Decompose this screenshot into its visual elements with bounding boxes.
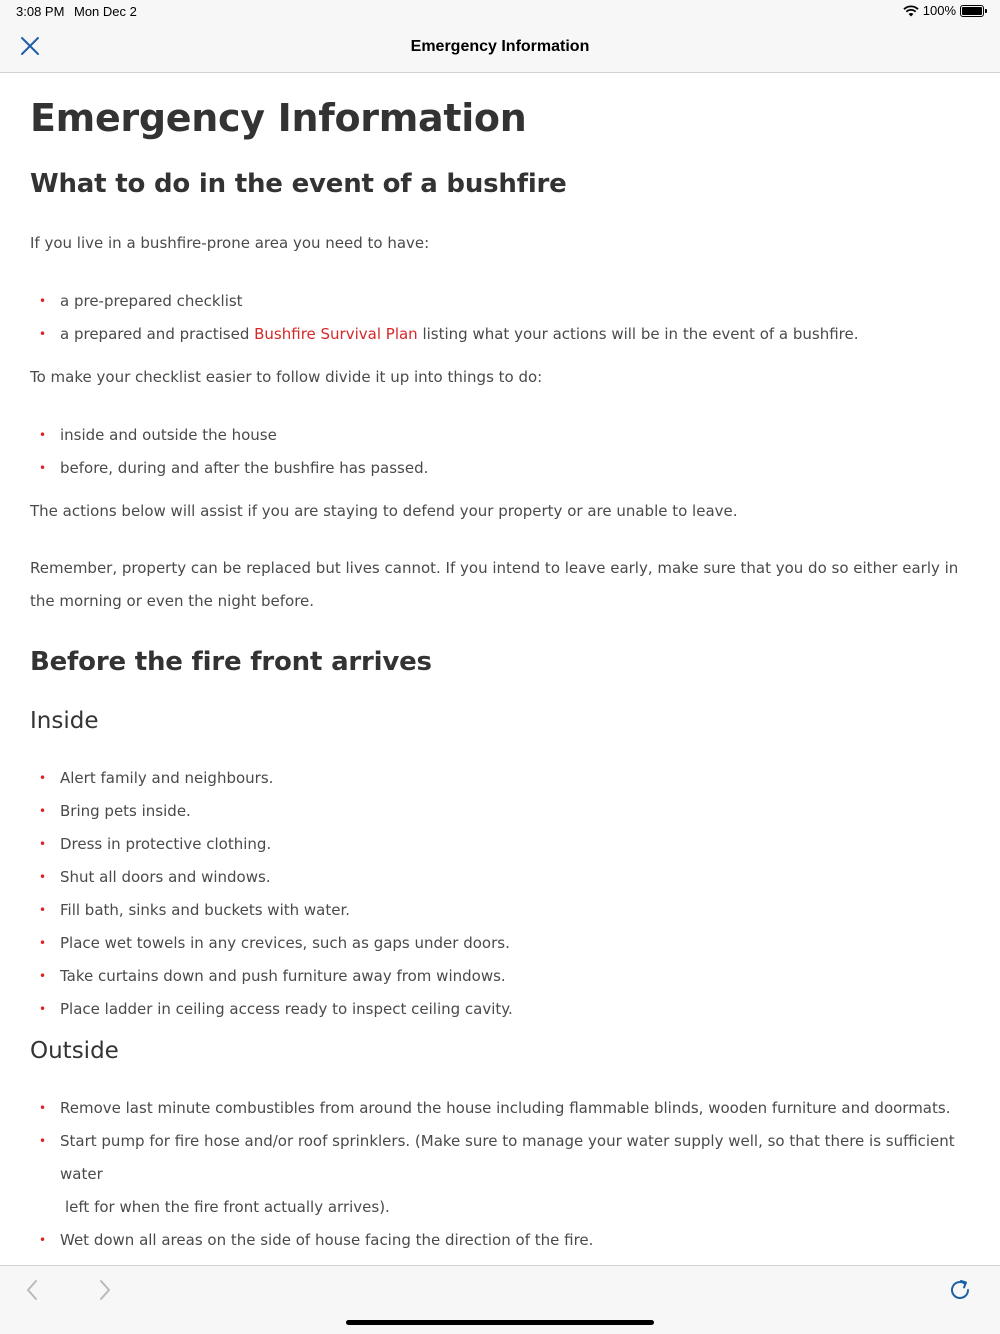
home-indicator [346, 1320, 654, 1325]
chevron-left-icon [25, 1279, 39, 1305]
status-time: 3:08 PM [16, 4, 65, 19]
list-item: • Shut all doors and windows. [30, 861, 970, 894]
list-item: • Fill bath, sinks and buckets with water. [30, 894, 970, 927]
list-item: • Start pump for fire hose and/or roof sprinklers. (Make sure to manage your water supply well, so that there is sufficient water left for when the fire front actually arrives). [30, 1125, 970, 1224]
battery-percent: 100% [922, 3, 956, 18]
page-title: Emergency Information [30, 96, 527, 140]
checklist-intro-text: To make your checklist easier to follow divide it up into things to do: [30, 368, 543, 386]
status-bar [0, 0, 1000, 24]
subheading-inside: Inside [30, 708, 99, 734]
battery-icon [960, 5, 984, 17]
status-indicators [903, 3, 984, 18]
list-item: • Take curtains down and push furniture away from windows. [30, 960, 970, 993]
reload-button[interactable] [945, 1278, 975, 1306]
subheading-outside: Outside [30, 1038, 119, 1064]
checklist-list [30, 419, 970, 485]
bullet-icon: • [39, 804, 47, 818]
bullet-icon: • [39, 327, 47, 341]
list-item: • Place ladder in ceiling access ready to inspect ceiling cavity. [30, 993, 970, 1026]
section-heading-before-fire: Before the fire front arrives [30, 647, 432, 677]
nav-title: Emergency Information [410, 38, 590, 55]
chevron-right-icon [98, 1279, 112, 1305]
list-item: • Bring pets inside. [30, 795, 970, 828]
bullet-icon: • [39, 1134, 47, 1148]
list-item: • inside and outside the house [30, 419, 970, 452]
bullet-icon: • [39, 1233, 47, 1247]
list-item: • a pre-prepared checklist [30, 285, 970, 318]
list-item: • Dress in protective clothing. [30, 828, 970, 861]
bullet-icon: • [39, 837, 47, 851]
list-item: • Place wet towels in any crevices, such as gaps under doors. [30, 927, 970, 960]
list-item: • Alert family and neighbours. [30, 762, 970, 795]
bullet-icon: • [39, 1002, 47, 1016]
reload-icon [948, 1278, 972, 1306]
status-date: Mon Dec 2 [74, 4, 137, 19]
remember-note-text: Remember, property can be replaced but lives cannot. If you intend to leave early, make sure that you do so either early in the morning or even the night before. [30, 559, 959, 610]
list-item: • Wet down all areas on the side of house facing the direction of the fire. [30, 1224, 970, 1257]
web-content[interactable] [0, 73, 1000, 1265]
bullet-icon: • [39, 294, 47, 308]
actions-note-text: The actions below will assist if you are staying to defend your property or are unable to leave. [30, 502, 738, 520]
bullet-icon: • [39, 903, 47, 917]
nav-bar [0, 24, 1000, 73]
section-heading-bushfire: What to do in the event of a bushfire [30, 169, 567, 199]
need-list [30, 285, 970, 351]
bullet-icon: • [39, 969, 47, 983]
bullet-icon: • [39, 428, 47, 442]
list-item: • before, during and after the bushfire has passed. [30, 452, 970, 485]
outside-list [30, 1092, 970, 1290]
wifi-icon [903, 5, 919, 17]
bullet-icon: • [39, 771, 47, 785]
bushfire-survival-plan-link[interactable]: Bushfire Survival Plan [254, 325, 418, 343]
back-button[interactable] [17, 1278, 47, 1306]
intro-text: If you live in a bushfire-prone area you need to have: [30, 234, 430, 252]
forward-button[interactable] [90, 1278, 120, 1306]
bullet-icon: • [39, 870, 47, 884]
bullet-icon: • [39, 461, 47, 475]
inside-list [30, 762, 970, 1026]
bullet-icon: • [39, 936, 47, 950]
list-item: • Remove last minute combustibles from around the house including flammable blinds, wooden furniture and doormats. [30, 1092, 970, 1125]
list-item: • a prepared and practised Bushfire Survival Plan listing what your actions will be in the event of a bushfire. [30, 318, 970, 351]
bullet-icon: • [39, 1101, 47, 1115]
